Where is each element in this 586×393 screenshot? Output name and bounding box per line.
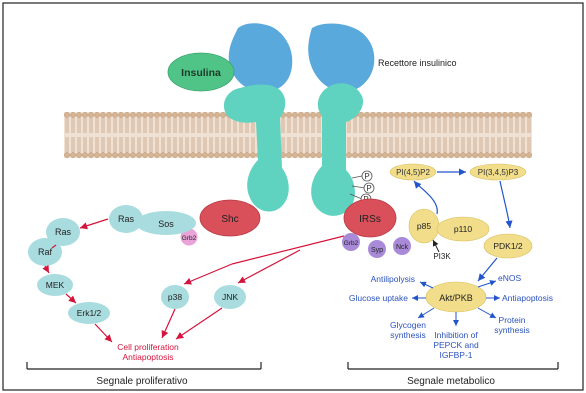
enos-label: eNOS (498, 273, 522, 283)
cell-membrane (64, 112, 532, 158)
insulin-label: Insulina (181, 67, 221, 79)
segnale-proliferativo-label: Segnale proliferativo (96, 376, 188, 387)
phosphate-label-1: P (364, 172, 370, 181)
nck-label: Nck (395, 244, 409, 251)
receptor-alpha-left (229, 23, 293, 92)
pdk-to-akt-arrow (478, 258, 497, 281)
pip3-label: PI(3,4,5)P3 (477, 168, 519, 177)
pi3k-pointer (433, 240, 439, 252)
raf-label: Raf (37, 247, 53, 257)
bracket-proliferative (27, 362, 261, 369)
pdk-label: PDK1/2 (493, 241, 523, 251)
p85-label: p85 (416, 221, 432, 231)
inhibition-label-1: Inhibition of (434, 330, 478, 340)
glycogen-label-2: synthesis (390, 330, 426, 340)
grb2-proliferative-label: Grb2 (181, 235, 197, 242)
protein-label-2: synthesis (494, 325, 530, 335)
shc-label: Shc (221, 214, 239, 225)
irss-label: IRSs (359, 214, 381, 225)
glucose-uptake-label: Glucose uptake (348, 293, 408, 303)
inhibition-label-2: PEPCK and (433, 340, 479, 350)
ras-label: Ras (54, 227, 72, 237)
akt-label: Akt/PKB (439, 293, 473, 303)
protein-label-1: Protein (498, 315, 526, 325)
pi3k-label: PI3K (433, 252, 451, 261)
p110-label: p110 (453, 224, 473, 234)
p38-label: p38 (167, 292, 183, 302)
bracket-metabolic (348, 362, 558, 369)
grb2-metabolic-label: Grb2 (343, 240, 359, 247)
antiapoptosis-proliferative-label: Antiapoptosis (122, 352, 174, 362)
phosphate-label-2: P (366, 184, 372, 193)
mek-label: MEK (45, 280, 65, 290)
receptor-label: Recettore insulinico (378, 58, 457, 68)
antilipolysis-label: Antilipolysis (370, 274, 415, 284)
erk-label: Erk1/2 (76, 308, 102, 318)
receptor-alpha-right (308, 24, 374, 93)
syp-label: Syp (370, 247, 384, 254)
antiapoptosis-metabolic-label: Antiapoptosis (502, 293, 554, 303)
inhibition-label-3: IGFBP-1 (439, 350, 473, 360)
jnk-label: JNK (221, 292, 239, 302)
pip3-to-pdk-arrow (500, 181, 510, 228)
ras-bound-label: Ras (117, 214, 135, 224)
segnale-metabolico-label: Segnale metabolico (407, 376, 495, 387)
sos-label: Sos (158, 219, 174, 229)
pip2-label: PI(4,5)P2 (396, 168, 430, 177)
glycogen-label-1: Glycogen (390, 320, 426, 330)
cell-proliferation-label: Cell proliferation (117, 342, 179, 352)
